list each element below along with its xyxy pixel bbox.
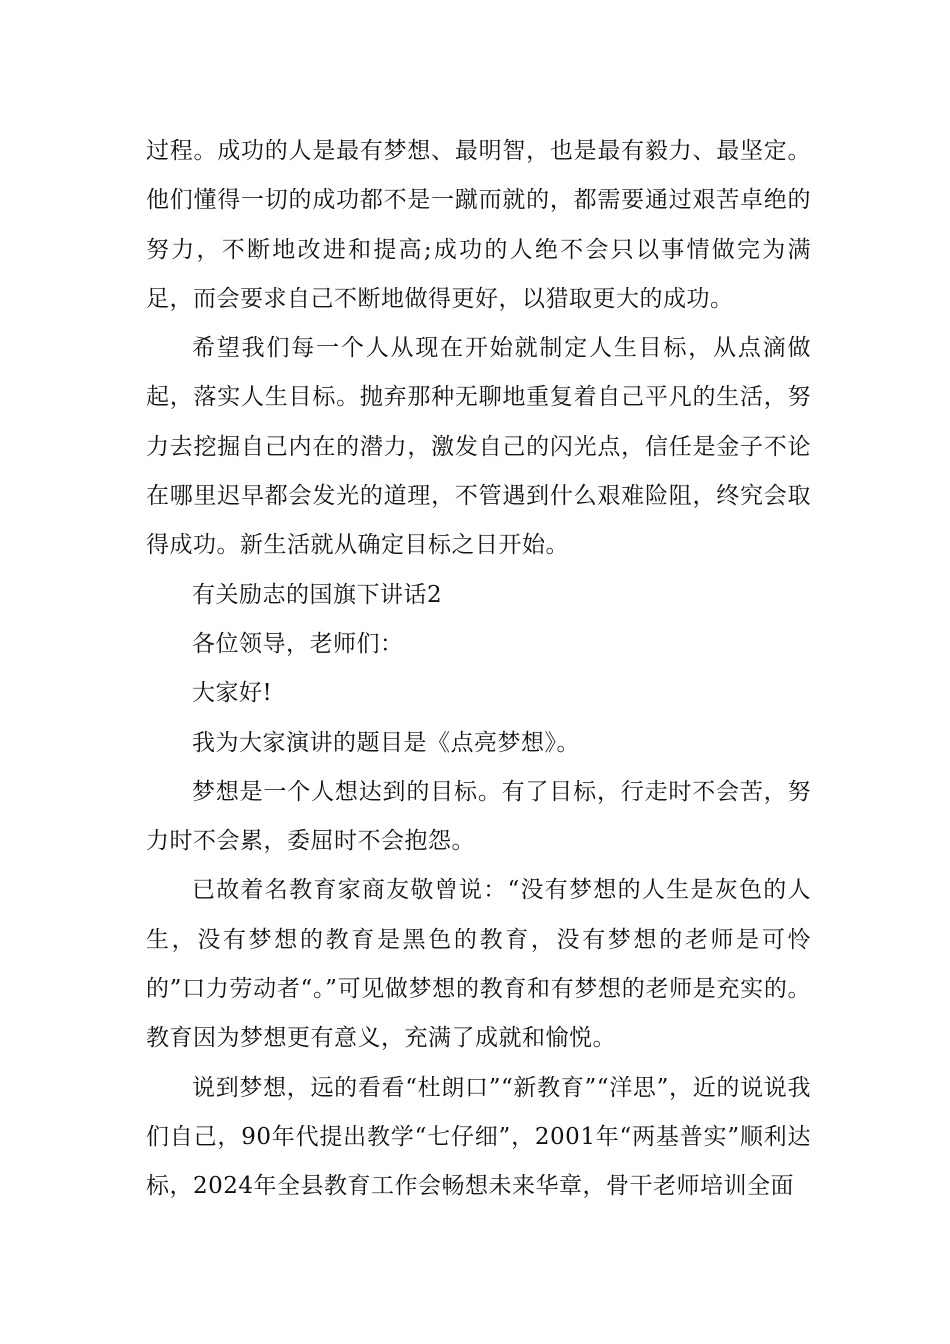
paragraph-3: 梦想是一个人想达到的目标。有了目标，行走时不会苦，努力时不会累，委屈时不会抱怨。: [146, 778, 811, 855]
section-heading: 有关励志的国旗下讲话2: [192, 581, 443, 608]
paragraph-2: 希望我们每一个人从现在开始就制定人生目标，从点滴做起，落实人生目标。抛弃那种无聊地重复着自己平凡的生活，努力去挖掘自己内在的潜力，激发自己的闪光点，信任是金子不论在哪里迟早都会发光的道理，不管遇到什么艰难险阻，终究会取得成功。新生活就从确定目标之日开始。: [146, 335, 811, 559]
speech-title-line: 我为大家演讲的题目是《点亮梦想》。: [192, 729, 580, 756]
paragraph-4: 已故着名教育家商友敬曾说：“没有梦想的人生是灰色的人生，没有梦想的教育是黑色的教育，没有梦想的老师是可怜的”口力劳动者“。”可见做梦想的教育和有梦想的老师是充实的。教育因为梦想更有意义，充满了成就和愉悦。: [146, 877, 811, 1052]
greeting: 大家好!: [192, 680, 273, 707]
paragraph-5: 说到梦想，远的看看“杜朗口”“新教育”“洋思”，近的说说我们自己，90年代提出教学“七仔细”，2001年“两基普实”顺利达标，2024年全县教育工作会畅想未来华章，骨干老师培训全面: [146, 1074, 811, 1200]
paragraph-1: 过程。成功的人是最有梦想、最明智，也是最有毅力、最坚定。他们懂得一切的成功都不是一蹴而就的，都需要通过艰苦卓绝的努力，不断地改进和提高;成功的人绝不会只以事情做完为满足，而会要求自己不断地做得更好，以猎取更大的成功。: [146, 138, 811, 312]
document-body: [146, 127, 811, 1212]
salutation: 各位领导，老师们：: [192, 630, 404, 657]
